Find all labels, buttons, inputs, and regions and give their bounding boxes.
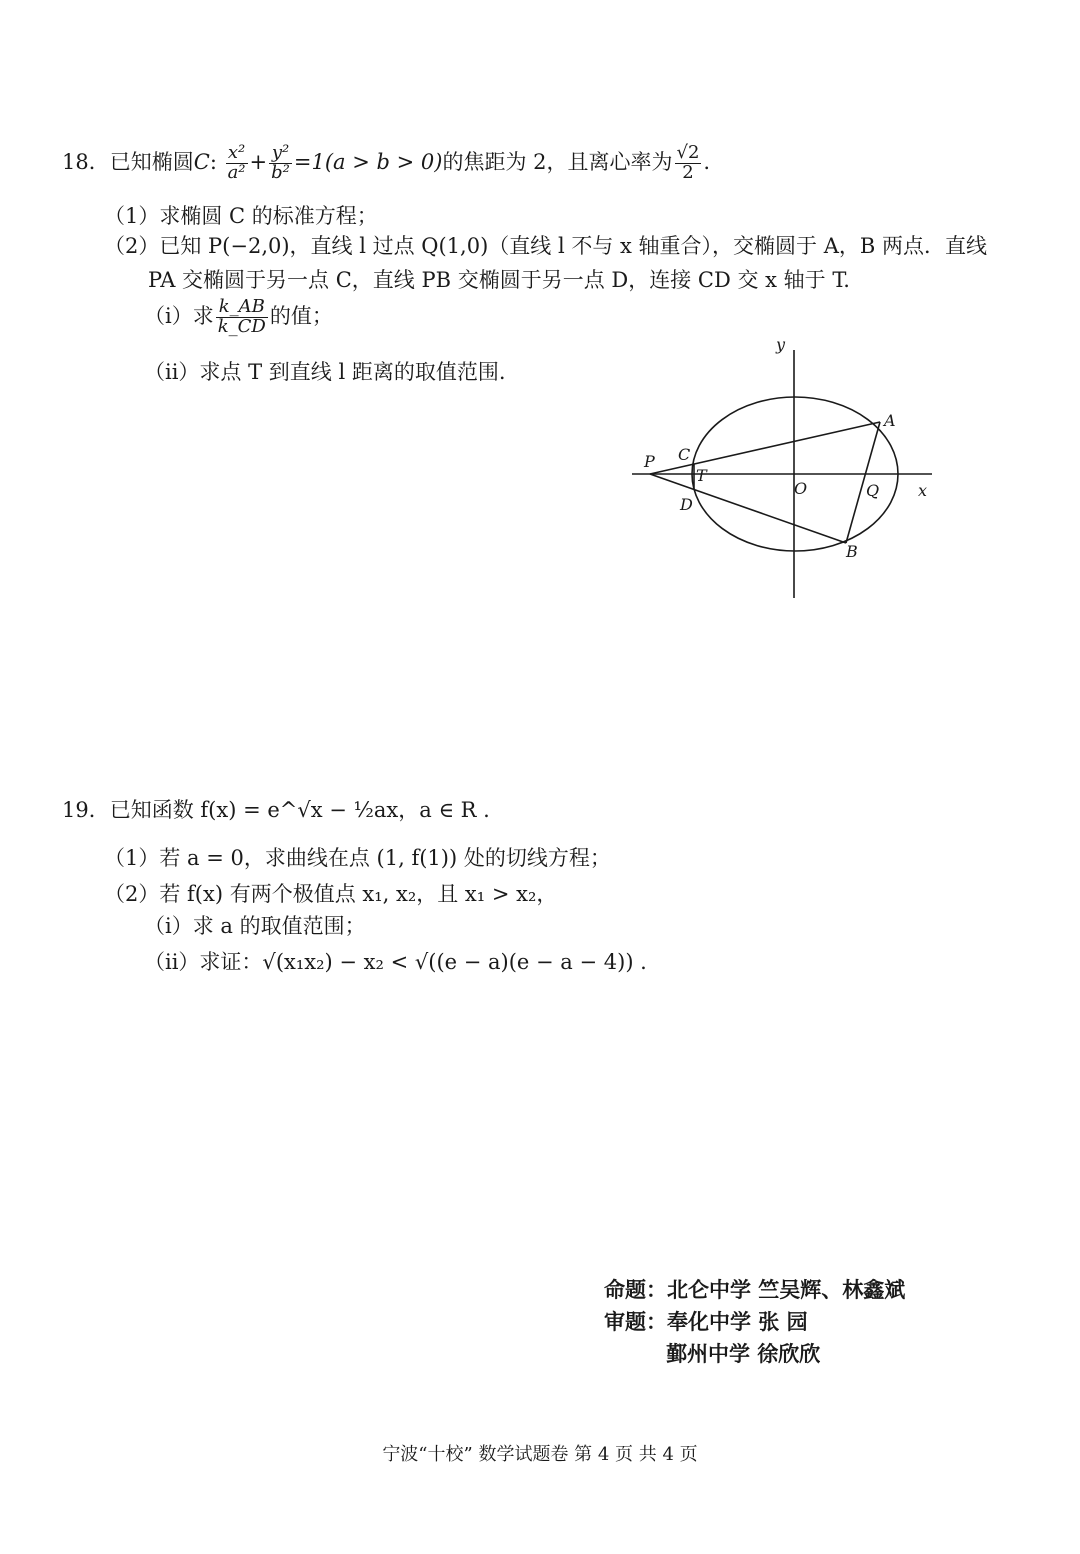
q19-sub-i: （i）求 a 的取值范围； <box>144 914 366 938</box>
label-x: x <box>918 481 928 500</box>
q18-figure <box>620 330 950 610</box>
credits-reviewer-2: 鄞州中学 徐欣欣 <box>666 1342 821 1366</box>
q19-number: 19． <box>62 798 110 822</box>
q18-sub-i <box>144 298 333 337</box>
q18-k-frac: $\frac{k\_AB}{k\_CD}$ <box>217 296 266 337</box>
q18-frac-y: $\frac{\text{y²}}{\text{b²}}$ <box>271 142 290 183</box>
q18-part2-line1: （2）已知 P(−2,0)，直线 l 过点 Q(1,0)（直线 l 不与 x 轴重合），交椭圆于 A，B 两点．直线 <box>104 234 987 258</box>
q18-sub-i-prefix: （i）求 <box>144 303 214 328</box>
q18-frac-x: $\frac{\text{x²}}{\text{a²}}$ <box>227 142 246 183</box>
q18-sub-ii: （ii）求点 T 到直线 l 距离的取值范围. <box>144 360 506 384</box>
label-D: D <box>680 495 693 514</box>
label-C: C <box>678 445 691 464</box>
q18-part2-line2: PA 交椭圆于另一点 C，直线 PB 交椭圆于另一点 D，连接 CD 交 x 轴于 T. <box>148 268 850 292</box>
label-O: O <box>794 479 808 498</box>
q19-part1: （1）若 a = 0，求曲线在点 (1, f(1)) 处的切线方程； <box>104 846 611 870</box>
label-A: A <box>884 411 896 430</box>
q18-eq-rest: =1(a > b > 0) <box>293 149 443 174</box>
q19-stem <box>62 794 490 824</box>
q18-stem-a: 已知椭圆 <box>109 149 194 174</box>
q18-stem-b: 的焦距为 2，且离心率为 <box>442 149 673 174</box>
q19-stem-text: 已知函数 f(x) = e^√x − ½ax，a ∈ R . <box>109 798 490 822</box>
q18-ecc-frac: $\frac{√2}{2}$ <box>676 142 700 183</box>
q19-sub-ii: （ii）求证：√(x₁x₂) − x₂ < √((e − a)(e − a − 4)) . <box>144 950 647 974</box>
label-B: B <box>846 542 858 561</box>
credits-reviewer: 审题：奉化中学 张 园 <box>604 1310 808 1334</box>
label-y: y <box>776 335 786 354</box>
q18-ellipse-name: C <box>193 149 210 174</box>
q18-stem: 18．已知椭圆C: $\frac{\text{x²}}{\text{a²}}$ + $\frac{\text{y²}}{\text{b²}}$ =1(a > b > 0)的焦距为 2，且离心率为 $\frac{√2}{2}$ . <box>62 142 711 183</box>
q18-part1: （1）求椭圆 C 的标准方程； <box>104 204 378 228</box>
q18-sub-i-suffix: 的值； <box>269 303 333 328</box>
q18-stem-end: . <box>703 149 711 174</box>
label-P: P <box>644 452 655 471</box>
q18-number: 18． <box>62 149 110 174</box>
q19-part2: （2）若 f(x) 有两个极值点 x₁, x₂，且 x₁ > x₂， <box>104 882 558 906</box>
label-T: T <box>696 466 707 485</box>
label-Q: Q <box>866 481 880 500</box>
credits-setter: 命题：北仑中学 竺吴辉、林鑫斌 <box>604 1278 906 1302</box>
page-footer: 宁波“十校” 数学试题卷 第 4 页 共 4 页 <box>382 1444 698 1465</box>
